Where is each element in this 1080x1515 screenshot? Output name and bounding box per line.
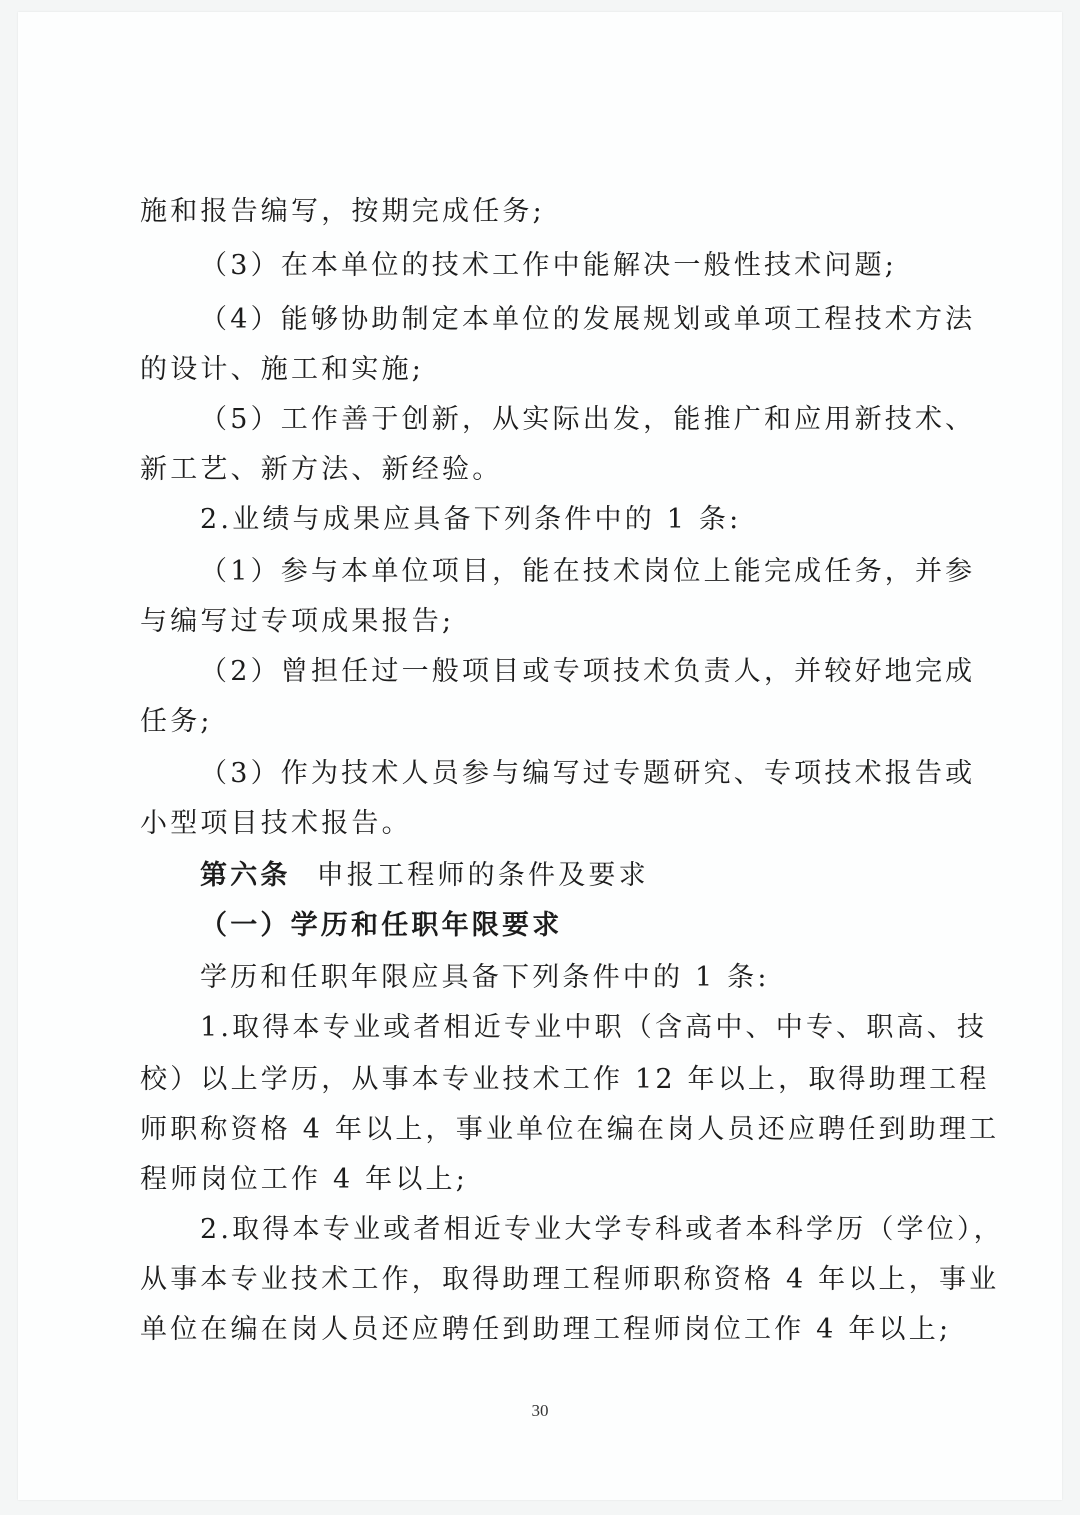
performance-item-2: （2）曾担任过一般项目或专项技术负责人，并较好地完成: [200, 656, 976, 687]
performance-heading: 2.业绩与成果应具备下列条件中的 1 条:: [200, 504, 742, 535]
performance-item-1: （1）参与本单位项目，能在技术岗位上能完成任务，并参: [200, 556, 976, 587]
list-item-5-cont: 新工艺、新方法、新经验。: [140, 454, 503, 485]
requirement-1-line-3: 师职称资格 4 年以上，事业单位在编在岗人员还应聘任到助理工: [140, 1114, 1000, 1145]
text-line-1: 施和报告编写，按期完成任务;: [140, 196, 545, 227]
article-six-title: 申报工程师的条件及要求: [316, 860, 649, 891]
list-item-3: （3）在本单位的技术工作中能解决一般性技术问题;: [200, 250, 898, 281]
requirement-2-line-3: 单位在编在岗人员还应聘任到助理工程师岗位工作 4 年以上;: [140, 1314, 952, 1345]
article-six-label: 第六条: [200, 860, 291, 891]
requirements-intro: 学历和任职年限应具备下列条件中的 1 条:: [200, 962, 770, 993]
page-number: 30: [531, 1401, 549, 1420]
performance-item-2-cont: 任务;: [140, 706, 213, 737]
section-one-heading: （一）学历和任职年限要求: [200, 910, 563, 941]
requirement-1-line-2: 校）以上学历，从事本专业技术工作 12 年以上，取得助理工程: [140, 1064, 990, 1095]
performance-item-1-cont: 与编写过专项成果报告;: [140, 606, 455, 637]
requirement-2-line-1: 2.取得本专业或者相近专业大学专科或者本科学历（学位），: [200, 1214, 1004, 1245]
list-item-4-cont: 的设计、施工和实施;: [140, 354, 425, 385]
requirement-1-line-4: 程师岗位工作 4 年以上;: [140, 1164, 469, 1195]
article-six-line: [200, 856, 940, 896]
list-item-4: （4）能够协助制定本单位的发展规划或单项工程技术方法: [200, 304, 976, 335]
performance-item-3-cont: 小型项目技术报告。: [140, 808, 412, 839]
list-item-5: （5）工作善于创新，从实际出发，能推广和应用新技术、: [200, 404, 976, 435]
requirement-1-line-1: 1.取得本专业或者相近专业中职（含高中、中专、职高、技: [200, 1012, 988, 1043]
performance-item-3: （3）作为技术人员参与编写过专题研究、专项技术报告或: [200, 758, 976, 789]
requirement-2-line-2: 从事本专业技术工作，取得助理工程师职称资格 4 年以上，事业: [140, 1264, 1000, 1295]
